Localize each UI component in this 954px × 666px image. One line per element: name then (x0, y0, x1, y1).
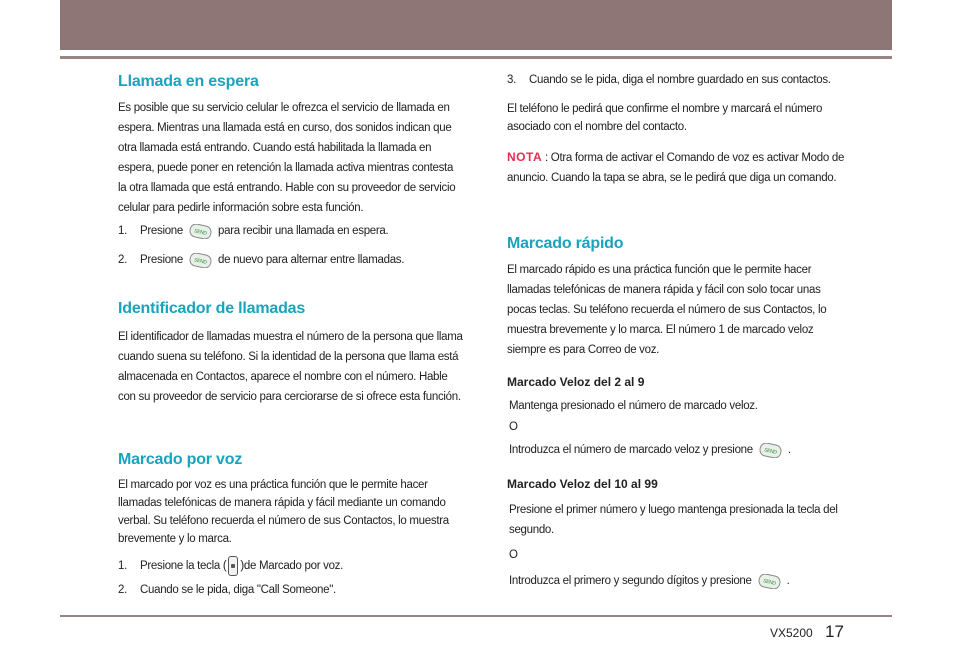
send-key-icon (758, 574, 781, 589)
veloz-10-99-line1: Presione el primer número y luego mantenga presionada la tecla del segundo. (509, 504, 838, 536)
nota-label: NOTA (507, 150, 543, 164)
paragraph-identificador: El identificador de llamadas muestra el número de la persona que llama cuando suena su teléfono. Si la identidad de la persona que llama está almacenada en Contactos, aparece el nombre con el número. Hable con su proveedor de servicio para cerciorarse de si ofrece esta función. (118, 331, 463, 403)
heading-identificador: Identificador de llamadas (118, 300, 306, 317)
veloz-10-99-or: O (509, 549, 518, 561)
send-key-icon (759, 443, 782, 458)
send-key-icon (189, 224, 212, 239)
heading-llamada-en-espera: Llamada en espera (118, 73, 259, 90)
nota-text: : Otra forma de activar el Comando de voz es activar Modo de anuncio. Cuando la tapa se abra, se le pedirá que diga un comando. (507, 152, 845, 184)
footer-rule (60, 615, 892, 617)
veloz-10-99-line2: Introduzca el primero y segundo dígitos y presione SEND . (509, 572, 790, 590)
footer-model: VX5200 (770, 626, 813, 640)
svg-text:SEND: SEND (193, 256, 208, 266)
paragraph-llamada-en-espera: Es posible que su servicio celular le ofrezca el servicio de llamada en espera. Mientras una llamada está en curso, dos sonidos indican que otra llamada está entrando. Cuando está habilitada la llamada en espera, puede poner en retención la llamada activa mientras contesta la otra llamada que está entrando. Hable con su proveedor de servicio celular para pedirle información sobre esta función. (118, 102, 456, 214)
page-number: 17 (825, 622, 844, 641)
svg-text:SEND: SEND (193, 227, 208, 237)
send-key-icon (189, 253, 212, 268)
subheading-veloz-10-99: Marcado Veloz del 10 al 99 (507, 477, 658, 491)
header-rule (60, 56, 892, 59)
veloz-2-9-line1: Mantenga presionado el número de marcado veloz. (509, 400, 758, 412)
paragraph-confirm: El teléfono le pedirá que confirme el nombre y marcará el número asociado con el nombre del contacto. (507, 103, 823, 133)
nota-block (507, 147, 847, 188)
subheading-veloz-2-9: Marcado Veloz del 2 al 9 (507, 375, 645, 389)
svg-text:SEND: SEND (763, 446, 777, 456)
heading-marcado-rapido: Marcado rápido (507, 235, 624, 252)
step-llamada-1: 1. Presione SEND para recibir una llamada en espera. (118, 222, 388, 240)
step-voz-2: 2. Cuando se le pida, diga "Call Someone". (118, 584, 336, 596)
paragraph-marcado-rapido: El marcado rápido es una práctica función que le permite hacer llamadas telefónicas de manera rápida y fácil con solo tocar unas pocas teclas. Su teléfono recuerda el número de sus Contactos, lo muestra brevemente y lo marca. El número 1 de marcado veloz siempre es para Correo de voz. (507, 264, 827, 356)
step-llamada-2: 2. Presione SEND de nuevo para alternar entre llamadas. (118, 251, 404, 269)
header-banner (60, 0, 892, 50)
svg-text:SEND: SEND (762, 577, 776, 587)
veloz-2-9-or: O (509, 421, 518, 433)
paragraph-marcado-por-voz: El marcado por voz es una práctica función que le permite hacer llamadas telefónicas de manera rápida y fácil mediante un comando verbal. Su teléfono recuerda el número de sus Contactos, lo muestra brevemente y lo marca. (118, 479, 449, 545)
step-voz-1: 1. Presione la tecla ( )de Marcado por voz. (118, 556, 343, 576)
veloz-2-9-line2: Introduzca el número de marcado veloz y presione SEND . (509, 441, 791, 459)
voice-key-icon (228, 556, 238, 576)
heading-marcado-por-voz: Marcado por voz (118, 451, 243, 468)
step-voz-3: 3. Cuando se le pida, diga el nombre guardado en sus contactos. (507, 74, 831, 86)
